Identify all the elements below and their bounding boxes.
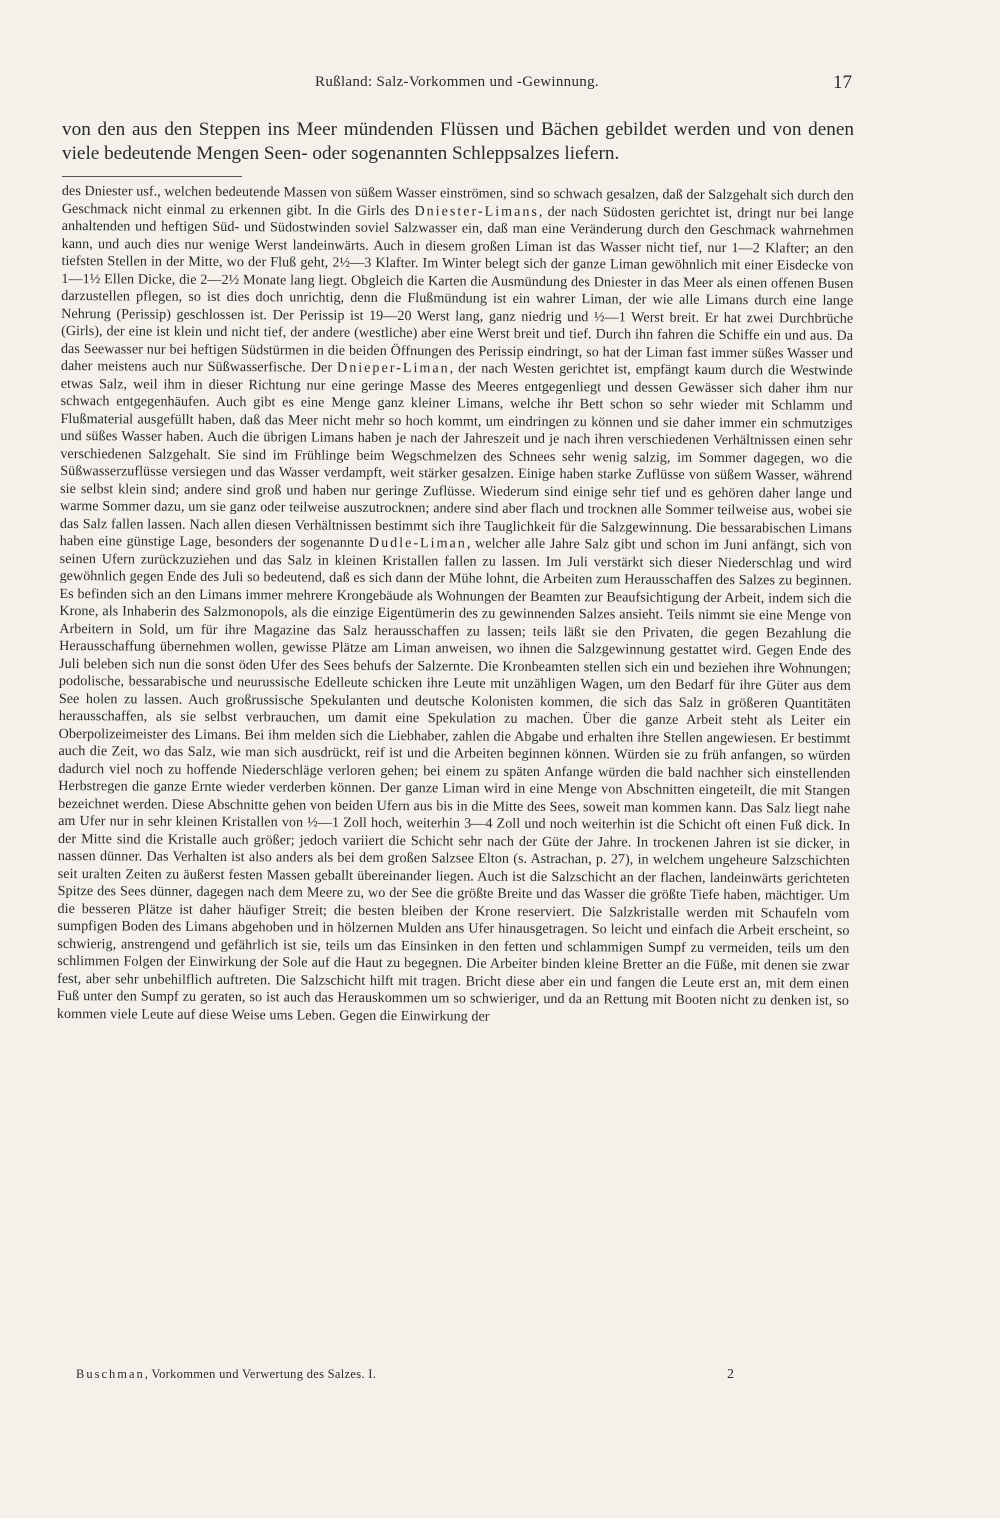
body-text-3: , der nach Westen gerichtet ist, empfängt kaum durch die Westwinde etwas Salz, weil ihm in dieser Richtung nur eine geringe Masse des Meeres entgegenliegt und dessen Gewässer sich daher ihm nur schwach entgegenhäufen. Auch gibt es eine Menge ganz kleiner Limans, welche ihr Bett schon so sehr wieder mit Schlamm und Flußmaterial ausgefüllt haben, daß das Meer nicht mehr so hoch kommt, um eindringen zu können und sie daher immer ein schmutziges und süßes Wasser haben. Auch die übrigen Limans haben je nach der Jahreszeit und je nach ihren verschiedenen Verhältnissen einen sehr verschiedenen Salzgehalt. Sie sind im Frühlinge beim Wegschmelzen des Schnees sehr wenig salzig, im Sommer dagegen, wo die Süßwasserzuflüsse versiegen und das Wasser verdampft, weit stärker gesalzen. Einige haben starke Zuflüsse von süßem Wasser, während sie selbst klein sind; andere sind groß und haben nur geringe Zuflüsse. Wiederum sind einige sehr tief und es gehören daher lange und warme Sommer dazu, um sie ganz oder teilweise auszutrocknen; andere sind aber flach und trocknen alle Sommer teilweise aus, wobei sie das Salz fallen lassen. Nach allen diesen Verhältnissen bestimmt sich ihre Tauglichkeit für die Salzgewinnung. Die bessarabischen Limans haben eine günstige Lage, besonders der sogenannte [59,360,853,551]
footer-author: Buschman [76,1367,145,1381]
footer-title: , Vorkommen und Verwertung des Salzes. I. [144,1367,377,1381]
dnieper-liman-term: Dnieper-Liman [337,359,450,377]
body-paragraph [57,183,854,1028]
body-text-2: , der nach Südosten gerichtet ist, dringt nur bei lange anhaltenden und heftigen Süd- und Südostwinden soviel Salzwasser ein, daß man eine Veränderung durch den Geschmack wahrnehmen kann, und auch dies nur wenige Werst landeinwärts. Auch in diesem großen Liman ist das Wasser nicht tief, nur 1—2 Klafter; an den tiefsten Stellen in der Mitte, wo der Fluß geht, 2½—3 Klafter. Im Winter belegt sich der ganze Liman gewöhnlich mit einer Eisdecke von 1—1½ Ellen Dicke, die 2—2½ Monate lang liegt. Obgleich die Karten die Ausmündung des Dniester in das Meer als einen offenen Busen darzustellen pflegen, so ist dies doch unrichtig, denn die Flußmündung ist ein wahrer Liman, der wie alle Limans durch eine lange Nehrung (Perissip) geschlossen ist. Der Perissip ist 19—20 Werst lang, ganz niedrig und ½—1 Werst breit. Er hat zwei Durchbrüche (Girls), der eine ist klein und nicht tief, der andere (westliche) aber eine Werst breit und tief. Durch ihn fahren die Schiffe ein und aus. Da das Seewasser nur bei heftigen Südstürmen in die beiden Öffnungen des Perissip eindringt, so hat der Liman fast immer süßes Wasser und daher meistens auch nur Süßwasserfische. Der [60,203,854,376]
intro-paragraph: von den aus den Steppen ins Meer mündenden Flüssen und Bächen gebildet werden und von denen viele bedeutende Mengen Seen- oder sogenannten Schleppsalzes liefern. [62,119,854,164]
dudle-liman-term: Dudle-Liman [368,534,467,552]
body-text-4: , welcher alle Jahre Salz gibt und schon im Juni anfängt, sich von seinen Ufern zurückzuziehen und das Salz in kleinen Kristallen fallen zu lassen. Im Juli verstärkt sich dieser Niederschlag und wird gewöhnlich gegen Ende des Juli so bedeutend, daß es sich dann der Mühe lohnt, die Arbeiten zum Herausschaffen des Salzes zu beginnen. Es befinden sich an den Limans immer mehrere Krongebäude als Wohnungen der Beamten zur Beaufsichtigung der Arbeit, indem sich die Krone, als Inhaberin des Salzmonopols, als die einzige Eigentümerin des zu gewinnenden Salzes ansieht. Teils nimmt sie eine Menge von Arbeitern in Sold, um für ihre Magazine das Salz herausschaffen zu lassen; teils läßt sie den Privaten, die gegen Bezahlung die Herausschaffung übernehmen wollen, gewisse Plätze am Liman anweisen, wo ihnen die Salzgewinnung gestattet wird. Gegen Ende des Juli beleben sich nun die sonst öden Ufer des Sees behufs der Salzernte. Die Kronbeamten stellen sich ein und beziehen ihre Wohnungen; podolische, bessarabische und neurussische Edelleute schicken ihre Leute mit unzähligen Wagen, um den Bedarf für ihre Güter aus dem See holen zu lassen. Auch großrussische Spekulanten und deutsche Kolonisten kommen, die sich das Salz in größeren Quantitäten herausschaffen, als sie selbst verbrauchen, um damit eine Spekulation zu machen. Über die ganze Arbeit steht als Leiter ein Oberpolizeimeister des Limans. Bei ihm melden sich die Liebhaber, zahlen die Abgabe und erhalten ihre Stellen angewiesen. Er bestimmt auch die Zeit, wo das Salz, wie man sich ausdrückt, reif ist und die Arbeiten beginnen können. Würden sie zu früh anfangen, so würden dadurch viel noch zu hoffende Niederschläge verloren gehen; bei einem zu späten Anfange würden die bald nachher sich einstellenden Herbstregen die ganze Ernte wieder verderben können. Der ganze Liman wird in eine Menge von Abschnitten eingeteilt, die mit Stangen bezeichnet werden. Diese Abschnitte gehen von beiden Ufern aus bis in die Mitte des Sees, soweit man kommen kann. Das Salz liegt nahe am Ufer nur in sehr kleinen Kristallen von ½—1 Zoll hoch, weiterhin 3—4 Zoll und noch weiterhin ist die Schicht oft einen Fuß dick. In der Mitte sind die Kristalle auch größer; jedoch variiert die Schicht sehr nach der Güte der Jahre. In trockenen Jahren ist sie dicker, in nassen dünner. Das Verhalten ist also anders als bei dem großen Salzsee Elton (s. Astrachan, p. 27), in welchem ungeheure Salzschichten seit uralten Zeiten zu äußerst festen Massen geballt übereinander liegen. Auch ist die Salzschicht an der flachen, landeinwärts gerichteten Spitze des Sees dünner, dagegen nach dem Meere zu, wo der See die größte Breite und das Wasser die größte Tiefe haben, mächtiger. Um die besseren Plätze ist daher häufiger Streit; die besten bleiben der Krone reserviert. Die Salzkristalle werden mit Schaufeln vom sumpfigen Boden des Limans abgehoben und in hölzernen Mulden ans Ufer hinausgetragen. So leicht und einfach die Arbeit erscheint, so schwierig, anstrengend und gefährlich ist sie, teils um das Einsinken in den fetten und schlammigen Sumpf zu vermeiden, teils um den schlimmen Folgen der Einwirkung der Sole auf die Haut zu begegnen. Die Arbeiter binden kleine Bretter an die Füße, mit denen sie zwar fest, aber sehr unbehilflich auftreten. Die Salzschicht hilft mit tragen. Bricht diese aber ein und fangen die Leute erst an, mit dem einen Fuß unter den Sumpf zu geraten, so ist auch das Herauskommen um so schwieriger, und da an Rettung mit Booten nicht zu denken ist, so kommen viele Leute auf diese Weise ums Leben. Gegen die Einwirkung der [56,535,852,1025]
dniester-liman-term: Dniester-Limans [414,202,539,220]
page-number: 17 [833,72,852,93]
footer-citation [76,1367,376,1382]
divider-rule [62,176,242,177]
body-text-1: des Dniester usf., welchen bedeutende Massen von süßem Wasser einströmen, sind so schwach gesalzen, daß der Salzgehalt sich durch den Geschmack nicht einmal zu erkennen gibt. In die Girls des [61,183,854,219]
running-title: Rußland: Salz-Vorkommen und -Gewinnung. [315,74,599,90]
signature-mark: 2 [727,1367,734,1382]
